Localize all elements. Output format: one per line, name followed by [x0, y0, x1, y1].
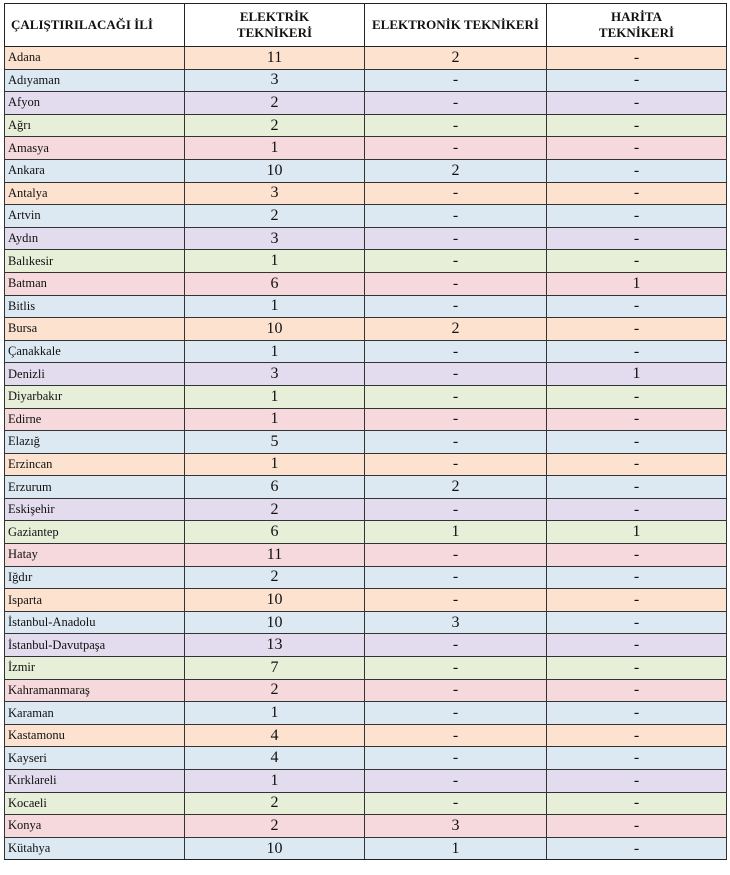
- cell-elektronik: -: [365, 770, 547, 793]
- cell-harita: -: [547, 385, 727, 408]
- cell-harita: -: [547, 657, 727, 680]
- table-row: [5, 318, 727, 341]
- table-row: [5, 679, 727, 702]
- cell-city: Eskişehir: [5, 498, 185, 521]
- table-row: [5, 340, 727, 363]
- cell-elektronik: -: [365, 566, 547, 589]
- cell-elektrik: 1: [185, 295, 365, 318]
- cell-harita: -: [547, 611, 727, 634]
- cell-elektronik: 3: [365, 611, 547, 634]
- cell-city: Antalya: [5, 182, 185, 205]
- cell-city: Artvin: [5, 205, 185, 228]
- cell-harita: -: [547, 295, 727, 318]
- cell-elektrik: 2: [185, 566, 365, 589]
- cell-harita: -: [547, 589, 727, 612]
- cell-city: Ağrı: [5, 114, 185, 137]
- cell-city: Batman: [5, 272, 185, 295]
- cell-elektronik: -: [365, 724, 547, 747]
- table-row: [5, 205, 727, 228]
- table-body: [5, 47, 727, 860]
- table-row: [5, 815, 727, 838]
- cell-harita: -: [547, 724, 727, 747]
- cell-elektrik: 13: [185, 634, 365, 657]
- cell-elektrik: 1: [185, 250, 365, 273]
- cell-harita: -: [547, 498, 727, 521]
- table-row: [5, 250, 727, 273]
- cell-elektronik: -: [365, 182, 547, 205]
- cell-city: Diyarbakır: [5, 385, 185, 408]
- cell-city: Kocaeli: [5, 792, 185, 815]
- cell-elektrik: 1: [185, 702, 365, 725]
- cell-elektronik: 2: [365, 159, 547, 182]
- table-row: [5, 137, 727, 160]
- cell-elektronik: -: [365, 340, 547, 363]
- cell-elektrik: 2: [185, 679, 365, 702]
- cell-elektrik: 2: [185, 815, 365, 838]
- cell-elektronik: 2: [365, 476, 547, 499]
- cell-harita: -: [547, 453, 727, 476]
- header-harita-line1: HARİTA: [610, 9, 663, 24]
- cell-elektronik: -: [365, 747, 547, 770]
- table-row: [5, 634, 727, 657]
- cell-elektronik: -: [365, 227, 547, 250]
- cell-elektronik: -: [365, 295, 547, 318]
- cell-harita: 1: [547, 363, 727, 386]
- table-row: [5, 453, 727, 476]
- table-row: [5, 272, 727, 295]
- cell-city: Erzincan: [5, 453, 185, 476]
- cell-city: Erzurum: [5, 476, 185, 499]
- cell-harita: -: [547, 182, 727, 205]
- cell-city: İzmir: [5, 657, 185, 680]
- cell-harita: -: [547, 702, 727, 725]
- cell-city: Elazığ: [5, 431, 185, 454]
- table-row: [5, 69, 727, 92]
- cell-elektrik: 3: [185, 69, 365, 92]
- cell-elektronik: -: [365, 702, 547, 725]
- table-row: [5, 521, 727, 544]
- table-row: [5, 792, 727, 815]
- cell-city: Hatay: [5, 544, 185, 567]
- cell-harita: -: [547, 318, 727, 341]
- cell-harita: -: [547, 815, 727, 838]
- table-row: [5, 431, 727, 454]
- cell-city: Amasya: [5, 137, 185, 160]
- table-row: [5, 476, 727, 499]
- cell-city: İstanbul-Anadolu: [5, 611, 185, 634]
- cell-elektronik: 1: [365, 837, 547, 860]
- table-row: [5, 363, 727, 386]
- cell-elektrik: 10: [185, 159, 365, 182]
- cell-city: Kütahya: [5, 837, 185, 860]
- cell-elektronik: -: [365, 69, 547, 92]
- cell-elektronik: -: [365, 114, 547, 137]
- cell-elektrik: 3: [185, 227, 365, 250]
- cell-city: Balıkesir: [5, 250, 185, 273]
- table-row: [5, 47, 727, 70]
- table-row: [5, 295, 727, 318]
- cell-city: Kahramanmaraş: [5, 679, 185, 702]
- cell-elektrik: 4: [185, 724, 365, 747]
- table-row: [5, 566, 727, 589]
- table-row: [5, 408, 727, 431]
- cell-harita: -: [547, 476, 727, 499]
- cell-elektronik: -: [365, 137, 547, 160]
- cell-city: Aydın: [5, 227, 185, 250]
- cell-elektronik: -: [365, 363, 547, 386]
- cell-elektrik: 7: [185, 657, 365, 680]
- cell-harita: -: [547, 837, 727, 860]
- header-elektrik-line2: TEKNİKERİ: [236, 25, 313, 40]
- cell-city: Çanakkale: [5, 340, 185, 363]
- cell-harita: -: [547, 634, 727, 657]
- cell-elektrik: 10: [185, 589, 365, 612]
- cell-harita: -: [547, 770, 727, 793]
- cell-harita: -: [547, 92, 727, 115]
- cell-elektrik: 6: [185, 476, 365, 499]
- table-row: [5, 702, 727, 725]
- cell-harita: -: [547, 205, 727, 228]
- cell-elektrik: 10: [185, 837, 365, 860]
- cell-elektrik: 10: [185, 318, 365, 341]
- cell-harita: -: [547, 408, 727, 431]
- table-row: [5, 770, 727, 793]
- cell-city: Bursa: [5, 318, 185, 341]
- cell-harita: -: [547, 431, 727, 454]
- cell-elektrik: 1: [185, 453, 365, 476]
- header-elektrik-line1: ELEKTRİK: [239, 9, 310, 24]
- cell-elektrik: 2: [185, 792, 365, 815]
- cell-harita: -: [547, 114, 727, 137]
- cell-elektrik: 2: [185, 114, 365, 137]
- cell-harita: -: [547, 792, 727, 815]
- cell-harita: 1: [547, 521, 727, 544]
- table-row: [5, 114, 727, 137]
- header-city: ÇALIŞTIRILACAĞI İLİ: [5, 4, 185, 47]
- cell-city: Edirne: [5, 408, 185, 431]
- cell-elektronik: 1: [365, 521, 547, 544]
- table-row: [5, 747, 727, 770]
- cell-city: Adana: [5, 47, 185, 70]
- cell-harita: -: [547, 566, 727, 589]
- table-row: [5, 227, 727, 250]
- cell-elektrik: 3: [185, 363, 365, 386]
- cell-elektronik: -: [365, 408, 547, 431]
- cell-elektrik: 6: [185, 272, 365, 295]
- cell-elektrik: 10: [185, 611, 365, 634]
- cell-city: Gaziantep: [5, 521, 185, 544]
- table-row: [5, 589, 727, 612]
- cell-city: Afyon: [5, 92, 185, 115]
- cell-elektronik: -: [365, 792, 547, 815]
- cell-elektronik: -: [365, 679, 547, 702]
- header-elektronik: ELEKTRONİK TEKNİKERİ: [365, 4, 547, 47]
- cell-harita: -: [547, 69, 727, 92]
- cell-harita: -: [547, 340, 727, 363]
- cell-elektronik: -: [365, 92, 547, 115]
- cell-harita: -: [547, 47, 727, 70]
- cell-elektrik: 2: [185, 498, 365, 521]
- cell-harita: -: [547, 137, 727, 160]
- cell-elektrik: 11: [185, 47, 365, 70]
- cell-elektrik: 1: [185, 385, 365, 408]
- header-elektrik: [185, 4, 365, 47]
- cell-elektronik: -: [365, 498, 547, 521]
- cell-elektrik: 3: [185, 182, 365, 205]
- cell-elektrik: 2: [185, 205, 365, 228]
- cell-elektronik: -: [365, 453, 547, 476]
- cell-elektronik: -: [365, 544, 547, 567]
- cell-city: Isparta: [5, 589, 185, 612]
- table-row: [5, 657, 727, 680]
- cell-elektrik: 1: [185, 137, 365, 160]
- cell-elektrik: 11: [185, 544, 365, 567]
- table-row: [5, 544, 727, 567]
- cell-city: Denizli: [5, 363, 185, 386]
- cell-elektronik: -: [365, 272, 547, 295]
- cell-city: Kayseri: [5, 747, 185, 770]
- cell-elektrik: 1: [185, 770, 365, 793]
- cell-city: Kastamonu: [5, 724, 185, 747]
- table-row: [5, 724, 727, 747]
- cell-elektrik: 1: [185, 340, 365, 363]
- cell-elektrik: 2: [185, 92, 365, 115]
- cell-city: Kırklareli: [5, 770, 185, 793]
- cell-harita: -: [547, 227, 727, 250]
- table-row: [5, 498, 727, 521]
- cell-harita: 1: [547, 272, 727, 295]
- cell-harita: -: [547, 159, 727, 182]
- cell-harita: -: [547, 679, 727, 702]
- cell-city: Ankara: [5, 159, 185, 182]
- cell-elektronik: 2: [365, 318, 547, 341]
- cell-elektronik: -: [365, 589, 547, 612]
- table-row: [5, 611, 727, 634]
- cell-elektronik: -: [365, 205, 547, 228]
- table-row: [5, 92, 727, 115]
- cell-city: Karaman: [5, 702, 185, 725]
- cell-harita: -: [547, 544, 727, 567]
- header-harita: [547, 4, 727, 47]
- cell-elektrik: 6: [185, 521, 365, 544]
- cell-city: İstanbul-Davutpaşa: [5, 634, 185, 657]
- cell-city: Adıyaman: [5, 69, 185, 92]
- cell-elektronik: -: [365, 250, 547, 273]
- cell-elektronik: -: [365, 657, 547, 680]
- cell-elektronik: -: [365, 634, 547, 657]
- table-container: [4, 3, 726, 860]
- cell-city: Iğdır: [5, 566, 185, 589]
- cell-city: Konya: [5, 815, 185, 838]
- cell-elektronik: -: [365, 385, 547, 408]
- table-row: [5, 159, 727, 182]
- table-row: [5, 182, 727, 205]
- allocation-table: [4, 3, 727, 860]
- header-harita-line2: TEKNİKERİ: [598, 25, 675, 40]
- cell-elektrik: 4: [185, 747, 365, 770]
- table-row: [5, 385, 727, 408]
- cell-city: Bitlis: [5, 295, 185, 318]
- cell-elektronik: 3: [365, 815, 547, 838]
- table-row: [5, 837, 727, 860]
- cell-harita: -: [547, 250, 727, 273]
- header-row: [5, 4, 727, 47]
- cell-elektronik: 2: [365, 47, 547, 70]
- cell-elektrik: 5: [185, 431, 365, 454]
- cell-elektrik: 1: [185, 408, 365, 431]
- cell-elektronik: -: [365, 431, 547, 454]
- cell-harita: -: [547, 747, 727, 770]
